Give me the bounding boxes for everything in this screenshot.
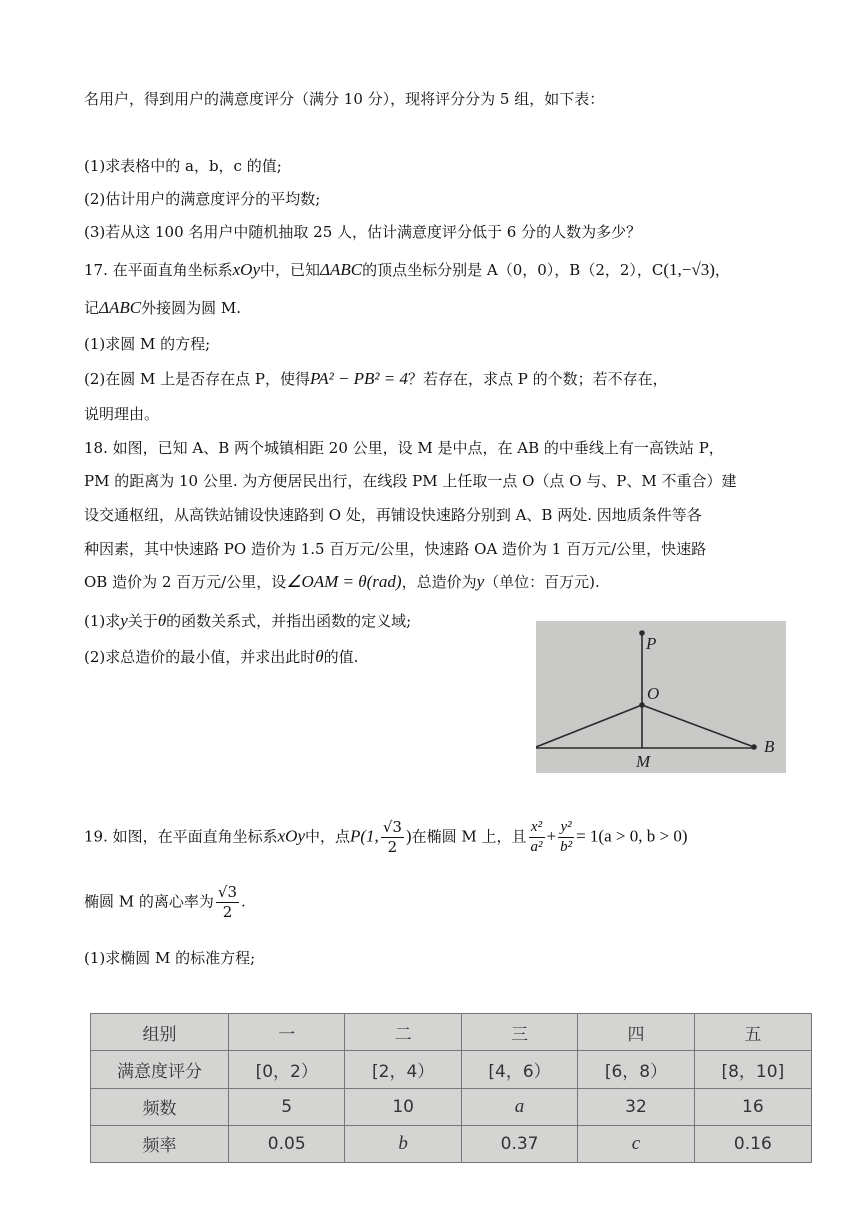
fraction: $\frac{\text{y²}}{\text{b²}}$ (560, 819, 573, 855)
table-cell: [6，8） (578, 1051, 694, 1088)
frequency-row (91, 1125, 812, 1162)
point-c-math: (1,−√3) (663, 260, 715, 279)
triangle-math: ΔABC (320, 260, 363, 279)
table-cell: 32 (578, 1088, 694, 1125)
q18-line4: 种因素，其中快速路 PO 造价为 1.5 百万元/公里，快速路 OA 造价为 1 百万元/公里，快速路 (84, 540, 707, 558)
label-o: O (647, 684, 660, 703)
table-cell: 0.16 (694, 1125, 811, 1162)
point-p-dot (639, 630, 645, 636)
table-cell: 10 (345, 1088, 461, 1125)
q17-stem-line2: 记ΔABC外接圆为圆 M. (84, 298, 242, 317)
q18-line1: 18. 如图，已知 A、B 两个城镇相距 20 公里，设 M 是中点，在 AB 的中垂线上有一高铁站 P， (84, 439, 724, 457)
table-cell: 5 (229, 1088, 345, 1125)
row-header-cell: 频率 (91, 1125, 229, 1162)
table-cell: b (345, 1125, 461, 1162)
q17-stem: 17. 在平面直角坐标系xOy中，已知ΔABC的顶点坐标分别是 A（0，0），B（2，2），C(1,−√3)， (84, 260, 730, 279)
table-cell: 一 (229, 1014, 345, 1051)
q17-part2: (2)在圆 M 上是否存在点 P，使得PA² − PB² = 4？若存在，求点 P 的个数；若不存在， (84, 369, 668, 388)
score-range-row (91, 1051, 812, 1088)
label-p: P (646, 634, 657, 653)
q17-part2-cont: 说明理由。 (84, 405, 160, 423)
q19-part1: (1)求椭圆 M 的标准方程; (84, 949, 256, 967)
segment-ob (642, 705, 754, 747)
table-cell: [8，10] (694, 1051, 811, 1088)
table-cell: 五 (694, 1014, 811, 1051)
q18-line3: 设交通枢纽，从高铁站铺设快速路到 O 处，再铺设快速路分别到 A、B 两处. 因地质条件等各 (84, 506, 702, 524)
fraction: $\frac{√3}{2}$ (382, 818, 402, 856)
frequency-table-grid (90, 1013, 812, 1163)
point-o-dot (639, 702, 645, 708)
table-cell: a (461, 1088, 577, 1125)
angle-oam-math: ∠OAM = θ(rad) (286, 572, 402, 591)
point-p-math: P(1, (350, 826, 379, 846)
ellipse-equation-rhs: = 1(a > 0, b > 0) (576, 826, 688, 846)
table-cell: [2，4） (345, 1051, 461, 1088)
table-cell: 0.05 (229, 1125, 345, 1162)
table-cell: [0，2） (229, 1051, 345, 1088)
count-row (91, 1088, 812, 1125)
label-b: B (764, 737, 775, 756)
q18-part1: (1)求y关于θ的函数关系式，并指出函数的定义域; (84, 611, 412, 630)
frequency-table (90, 1013, 812, 1163)
label-m: M (636, 752, 651, 771)
group-row (91, 1014, 812, 1051)
q18-part2: (2)求总造价的最小值，并求出此时θ的值. (84, 647, 359, 666)
table-cell: 0.37 (461, 1125, 577, 1162)
q19-stem: 19. 如图，在平面直角坐标系xOy中，点P(1, $\frac{√3}{2}$ )在椭圆 M 上，且 $\frac{\text{x²}}{\text{a²}}$ + $\frac{\text{y²}}{\text{b²}}$ = 1(a > 0, b > 0) (84, 818, 688, 856)
geometry-figure-svg (536, 621, 786, 773)
table-cell: c (578, 1125, 694, 1162)
fraction: $\frac{√3}{2}$ (217, 883, 238, 921)
q19-stem-line2: 椭圆 M 的离心率为 $\frac{√3}{2}$ . (84, 883, 246, 921)
geometry-figure (536, 621, 786, 773)
xoy-math: xOy (232, 260, 260, 279)
table-cell: [4，6） (461, 1051, 577, 1088)
table-cell: 16 (694, 1088, 811, 1125)
row-header-cell: 满意度评分 (91, 1051, 229, 1088)
row-header-cell: 组别 (91, 1014, 229, 1051)
table-cell: 二 (345, 1014, 461, 1051)
point-b-dot (751, 744, 757, 750)
pa-pb-equation: PA² − PB² = 4 (310, 369, 408, 388)
q17-part1: (1)求圆 M 的方程; (84, 335, 211, 353)
table-cell: 四 (578, 1014, 694, 1051)
segment-oa (536, 705, 642, 747)
triangle-math: ΔABC (99, 298, 142, 317)
fraction: $\frac{\text{x²}}{\text{a²}}$ (530, 819, 543, 855)
q16-part2: (2)估计用户的满意度评分的平均数; (84, 190, 321, 208)
row-header-cell: 频数 (91, 1088, 229, 1125)
q18-line2: PM 的距离为 10 公里. 为方便居民出行，在线段 PM 上任取一点 O（点 O 与、P、M 不重合）建 (84, 472, 737, 490)
intro-text: 名用户，得到用户的满意度评分（满分 10 分），现将评分分为 5 组，如下表： (84, 90, 605, 108)
q16-part3: (3)若从这 100 名用户中随机抽取 25 人，估计满意度评分低于 6 分的人数为多少？ (84, 223, 642, 241)
table-cell: 三 (461, 1014, 577, 1051)
q18-line5: OB 造价为 2 百万元/公里，设∠OAM = θ(rad)，总造价为y（单位：百万元). (84, 572, 600, 591)
q16-part1: (1)求表格中的 a，b，c 的值; (84, 157, 282, 175)
